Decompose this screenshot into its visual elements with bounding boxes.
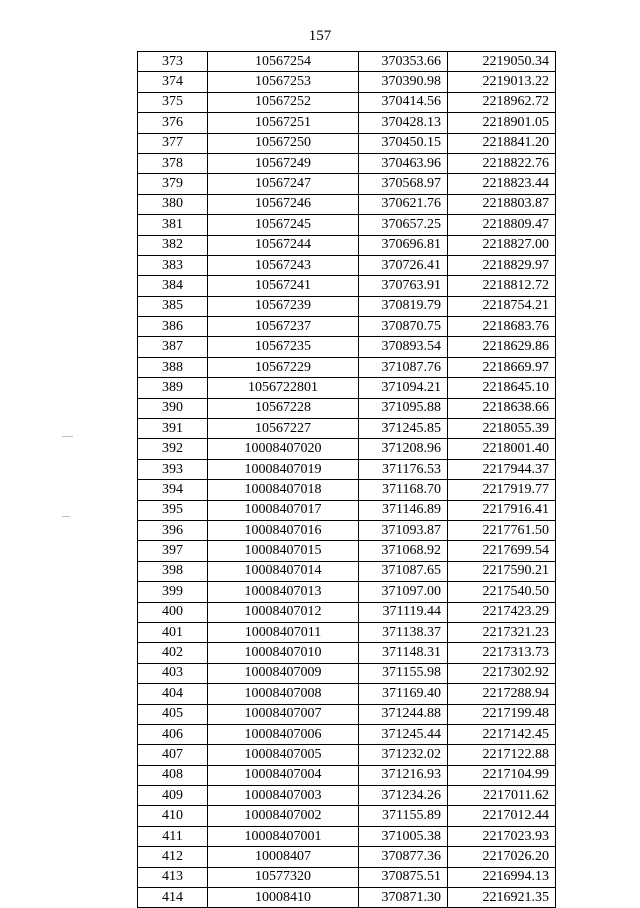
coord-x-cell: 370390.98 xyxy=(359,72,448,92)
coord-y-cell: 2217423.29 xyxy=(448,602,556,622)
point-id-cell: 1056722801 xyxy=(208,378,359,398)
point-id-cell: 10008407010 xyxy=(208,643,359,663)
point-number-cell: 376 xyxy=(138,113,208,133)
point-id-cell: 10567252 xyxy=(208,92,359,112)
point-id-cell: 10008407011 xyxy=(208,622,359,642)
coord-x-cell: 370568.97 xyxy=(359,174,448,194)
point-id-cell: 10567253 xyxy=(208,72,359,92)
coord-x-cell: 370877.36 xyxy=(359,847,448,867)
point-number-cell: 391 xyxy=(138,419,208,439)
point-id-cell: 10567239 xyxy=(208,296,359,316)
coord-y-cell: 2217590.21 xyxy=(448,561,556,581)
coord-y-cell: 2218645.10 xyxy=(448,378,556,398)
coord-x-cell: 371148.31 xyxy=(359,643,448,663)
coord-y-cell: 2218901.05 xyxy=(448,113,556,133)
coord-x-cell: 370763.91 xyxy=(359,276,448,296)
coord-x-cell: 370875.51 xyxy=(359,867,448,887)
point-id-cell: 10008407006 xyxy=(208,724,359,744)
point-id-cell: 10567241 xyxy=(208,276,359,296)
point-number-cell: 393 xyxy=(138,459,208,479)
point-number-cell: 380 xyxy=(138,194,208,214)
coord-y-cell: 2218809.47 xyxy=(448,215,556,235)
table-row xyxy=(138,806,556,826)
point-number-cell: 405 xyxy=(138,704,208,724)
table-row xyxy=(138,663,556,683)
coord-x-cell: 370871.30 xyxy=(359,888,448,908)
coord-y-cell: 2217026.20 xyxy=(448,847,556,867)
table-row xyxy=(138,643,556,663)
coord-y-cell: 2217199.48 xyxy=(448,704,556,724)
point-number-cell: 373 xyxy=(138,52,208,72)
coord-x-cell: 371176.53 xyxy=(359,459,448,479)
table-row xyxy=(138,480,556,500)
point-id-cell: 10567228 xyxy=(208,398,359,418)
point-number-cell: 377 xyxy=(138,133,208,153)
point-id-cell: 10567246 xyxy=(208,194,359,214)
coord-x-cell: 370450.15 xyxy=(359,133,448,153)
table-row xyxy=(138,541,556,561)
coord-y-cell: 2218803.87 xyxy=(448,194,556,214)
point-number-cell: 389 xyxy=(138,378,208,398)
table-row xyxy=(138,745,556,765)
point-number-cell: 404 xyxy=(138,684,208,704)
coord-x-cell: 371087.76 xyxy=(359,357,448,377)
coord-y-cell: 2217313.73 xyxy=(448,643,556,663)
table-row xyxy=(138,398,556,418)
coord-x-cell: 370870.75 xyxy=(359,317,448,337)
coord-y-cell: 2218629.86 xyxy=(448,337,556,357)
coord-x-cell: 371087.65 xyxy=(359,561,448,581)
point-number-cell: 401 xyxy=(138,622,208,642)
table-row xyxy=(138,357,556,377)
point-id-cell: 10567245 xyxy=(208,215,359,235)
table-row xyxy=(138,255,556,275)
point-number-cell: 411 xyxy=(138,826,208,846)
point-id-cell: 10567254 xyxy=(208,52,359,72)
coord-x-cell: 371244.88 xyxy=(359,704,448,724)
coord-y-cell: 2218962.72 xyxy=(448,92,556,112)
coord-x-cell: 371068.92 xyxy=(359,541,448,561)
coord-y-cell: 2218827.00 xyxy=(448,235,556,255)
coord-x-cell: 371005.38 xyxy=(359,826,448,846)
point-number-cell: 400 xyxy=(138,602,208,622)
point-number-cell: 381 xyxy=(138,215,208,235)
point-id-cell: 10567227 xyxy=(208,419,359,439)
point-number-cell: 395 xyxy=(138,500,208,520)
coord-x-cell: 371146.89 xyxy=(359,500,448,520)
coord-x-cell: 371232.02 xyxy=(359,745,448,765)
point-number-cell: 407 xyxy=(138,745,208,765)
point-id-cell: 10577320 xyxy=(208,867,359,887)
point-id-cell: 10008407017 xyxy=(208,500,359,520)
point-number-cell: 375 xyxy=(138,92,208,112)
coord-y-cell: 2216994.13 xyxy=(448,867,556,887)
point-id-cell: 10008407 xyxy=(208,847,359,867)
point-id-cell: 10008407008 xyxy=(208,684,359,704)
point-number-cell: 385 xyxy=(138,296,208,316)
coord-y-cell: 2217104.99 xyxy=(448,765,556,785)
coord-x-cell: 371138.37 xyxy=(359,622,448,642)
coord-y-cell: 2217288.94 xyxy=(448,684,556,704)
coord-y-cell: 2218812.72 xyxy=(448,276,556,296)
coord-x-cell: 371216.93 xyxy=(359,765,448,785)
point-id-cell: 10008407015 xyxy=(208,541,359,561)
table-row xyxy=(138,765,556,785)
coord-y-cell: 2217012.44 xyxy=(448,806,556,826)
margin-scan-mark xyxy=(62,436,73,437)
point-number-cell: 374 xyxy=(138,72,208,92)
point-id-cell: 10567247 xyxy=(208,174,359,194)
coord-y-cell: 2218055.39 xyxy=(448,419,556,439)
coord-x-cell: 370414.56 xyxy=(359,92,448,112)
point-id-cell: 10567250 xyxy=(208,133,359,153)
coord-y-cell: 2218638.66 xyxy=(448,398,556,418)
coord-x-cell: 371155.98 xyxy=(359,663,448,683)
coord-y-cell: 2218823.44 xyxy=(448,174,556,194)
table-row xyxy=(138,337,556,357)
point-id-cell: 10567249 xyxy=(208,153,359,173)
point-number-cell: 408 xyxy=(138,765,208,785)
table-row xyxy=(138,847,556,867)
table-row xyxy=(138,133,556,153)
coord-y-cell: 2218841.20 xyxy=(448,133,556,153)
table-row xyxy=(138,459,556,479)
point-number-cell: 384 xyxy=(138,276,208,296)
point-id-cell: 10008407020 xyxy=(208,439,359,459)
coord-x-cell: 370819.79 xyxy=(359,296,448,316)
point-number-cell: 396 xyxy=(138,520,208,540)
point-number-cell: 379 xyxy=(138,174,208,194)
coord-x-cell: 371234.26 xyxy=(359,786,448,806)
point-number-cell: 378 xyxy=(138,153,208,173)
margin-scan-mark xyxy=(62,516,70,517)
coord-y-cell: 2219013.22 xyxy=(448,72,556,92)
coord-x-cell: 371245.85 xyxy=(359,419,448,439)
coord-x-cell: 370621.76 xyxy=(359,194,448,214)
table-row xyxy=(138,602,556,622)
table-row xyxy=(138,378,556,398)
coord-y-cell: 2217142.45 xyxy=(448,724,556,744)
coord-y-cell: 2218754.21 xyxy=(448,296,556,316)
table-row xyxy=(138,113,556,133)
point-number-cell: 412 xyxy=(138,847,208,867)
point-number-cell: 409 xyxy=(138,786,208,806)
coord-x-cell: 371168.70 xyxy=(359,480,448,500)
table-row xyxy=(138,561,556,581)
coord-y-cell: 2218669.97 xyxy=(448,357,556,377)
point-id-cell: 10567237 xyxy=(208,317,359,337)
point-id-cell: 10567243 xyxy=(208,255,359,275)
table-row xyxy=(138,419,556,439)
coord-y-cell: 2218822.76 xyxy=(448,153,556,173)
point-id-cell: 10008407002 xyxy=(208,806,359,826)
coord-x-cell: 371245.44 xyxy=(359,724,448,744)
coord-y-cell: 2217321.23 xyxy=(448,622,556,642)
coord-y-cell: 2217540.50 xyxy=(448,582,556,602)
coord-x-cell: 371097.00 xyxy=(359,582,448,602)
point-number-cell: 382 xyxy=(138,235,208,255)
point-number-cell: 403 xyxy=(138,663,208,683)
coord-x-cell: 370428.13 xyxy=(359,113,448,133)
coord-y-cell: 2218001.40 xyxy=(448,439,556,459)
coord-x-cell: 371169.40 xyxy=(359,684,448,704)
table-row xyxy=(138,786,556,806)
point-id-cell: 10008407005 xyxy=(208,745,359,765)
point-number-cell: 392 xyxy=(138,439,208,459)
table-row xyxy=(138,235,556,255)
coord-x-cell: 371093.87 xyxy=(359,520,448,540)
coord-x-cell: 371119.44 xyxy=(359,602,448,622)
coord-y-cell: 2217122.88 xyxy=(448,745,556,765)
point-number-cell: 388 xyxy=(138,357,208,377)
table-row xyxy=(138,52,556,72)
table-row xyxy=(138,826,556,846)
point-id-cell: 10008407016 xyxy=(208,520,359,540)
point-id-cell: 10008407018 xyxy=(208,480,359,500)
table-row xyxy=(138,622,556,642)
point-id-cell: 10008407001 xyxy=(208,826,359,846)
point-number-cell: 383 xyxy=(138,255,208,275)
table-row xyxy=(138,867,556,887)
point-number-cell: 410 xyxy=(138,806,208,826)
point-id-cell: 10008407009 xyxy=(208,663,359,683)
point-number-cell: 399 xyxy=(138,582,208,602)
table-row xyxy=(138,439,556,459)
table-row xyxy=(138,704,556,724)
table-row xyxy=(138,500,556,520)
point-number-cell: 387 xyxy=(138,337,208,357)
point-number-cell: 406 xyxy=(138,724,208,744)
point-id-cell: 10008410 xyxy=(208,888,359,908)
table-row xyxy=(138,582,556,602)
coord-y-cell: 2217761.50 xyxy=(448,520,556,540)
point-id-cell: 10567244 xyxy=(208,235,359,255)
coord-x-cell: 370696.81 xyxy=(359,235,448,255)
table-row xyxy=(138,174,556,194)
point-id-cell: 10567235 xyxy=(208,337,359,357)
point-id-cell: 10008407003 xyxy=(208,786,359,806)
point-id-cell: 10567229 xyxy=(208,357,359,377)
coord-y-cell: 2217023.93 xyxy=(448,826,556,846)
coord-x-cell: 371095.88 xyxy=(359,398,448,418)
coord-x-cell: 371155.89 xyxy=(359,806,448,826)
point-number-cell: 402 xyxy=(138,643,208,663)
coord-y-cell: 2217919.77 xyxy=(448,480,556,500)
coord-y-cell: 2219050.34 xyxy=(448,52,556,72)
point-number-cell: 386 xyxy=(138,317,208,337)
point-id-cell: 10008407014 xyxy=(208,561,359,581)
point-id-cell: 10008407004 xyxy=(208,765,359,785)
coord-x-cell: 370657.25 xyxy=(359,215,448,235)
table-row xyxy=(138,72,556,92)
coord-x-cell: 371208.96 xyxy=(359,439,448,459)
coordinate-table-body xyxy=(138,52,556,908)
coord-y-cell: 2217011.62 xyxy=(448,786,556,806)
coordinate-table xyxy=(137,51,556,908)
point-id-cell: 10008407012 xyxy=(208,602,359,622)
point-number-cell: 397 xyxy=(138,541,208,561)
point-id-cell: 10008407013 xyxy=(208,582,359,602)
coord-x-cell: 370463.96 xyxy=(359,153,448,173)
table-row xyxy=(138,194,556,214)
table-row xyxy=(138,215,556,235)
coord-x-cell: 370726.41 xyxy=(359,255,448,275)
point-id-cell: 10567251 xyxy=(208,113,359,133)
point-id-cell: 10008407019 xyxy=(208,459,359,479)
table-row xyxy=(138,317,556,337)
coord-y-cell: 2218683.76 xyxy=(448,317,556,337)
coord-y-cell: 2218829.97 xyxy=(448,255,556,275)
point-number-cell: 413 xyxy=(138,867,208,887)
coord-y-cell: 2217944.37 xyxy=(448,459,556,479)
table-row xyxy=(138,520,556,540)
coord-x-cell: 370893.54 xyxy=(359,337,448,357)
coord-y-cell: 2216921.35 xyxy=(448,888,556,908)
table-row xyxy=(138,684,556,704)
point-id-cell: 10008407007 xyxy=(208,704,359,724)
coord-y-cell: 2217916.41 xyxy=(448,500,556,520)
point-number-cell: 390 xyxy=(138,398,208,418)
page-number: 157 xyxy=(308,28,332,44)
table-row xyxy=(138,153,556,173)
point-number-cell: 398 xyxy=(138,561,208,581)
point-number-cell: 414 xyxy=(138,888,208,908)
coord-x-cell: 370353.66 xyxy=(359,52,448,72)
table-row xyxy=(138,724,556,744)
table-row xyxy=(138,276,556,296)
table-row xyxy=(138,296,556,316)
coord-x-cell: 371094.21 xyxy=(359,378,448,398)
coord-y-cell: 2217302.92 xyxy=(448,663,556,683)
table-row xyxy=(138,92,556,112)
coord-y-cell: 2217699.54 xyxy=(448,541,556,561)
point-number-cell: 394 xyxy=(138,480,208,500)
